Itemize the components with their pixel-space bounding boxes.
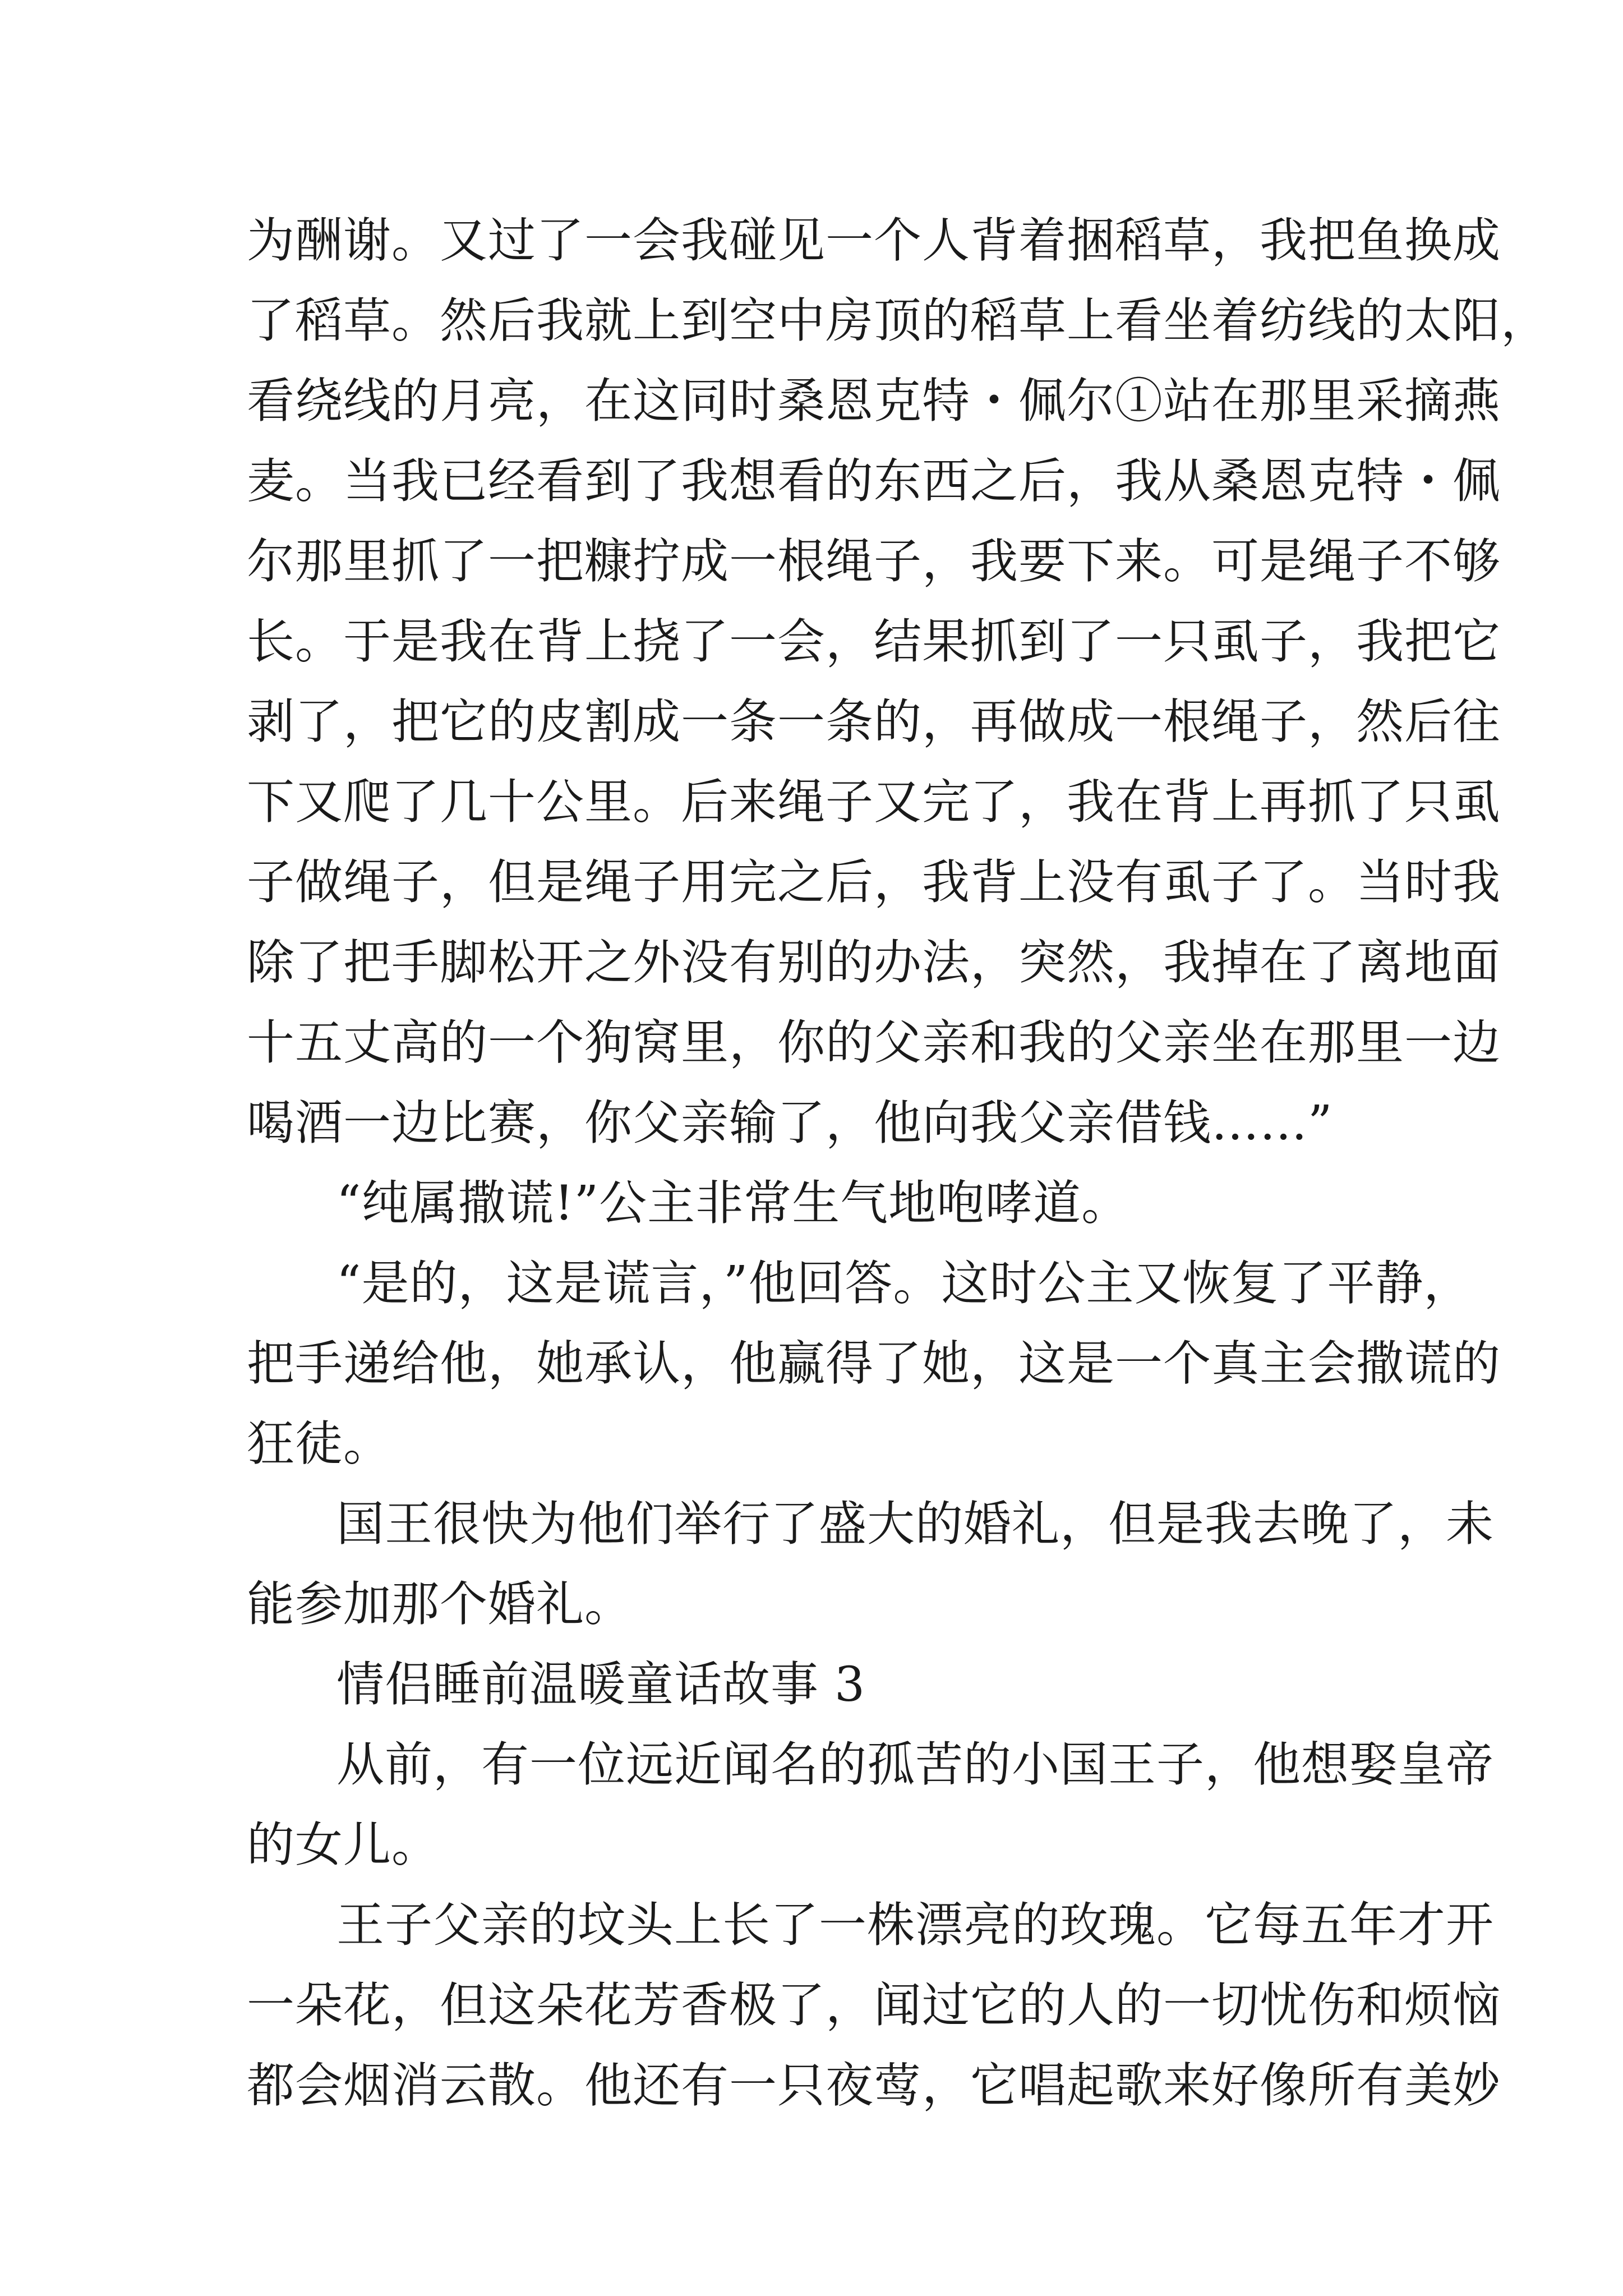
text-line: “纯属撒谎!”公主非常生气地咆哮道。 [336,1176,1130,1231]
text-line: 麦。当我已经看到了我想看的东西之后，我从桑恩克特・佩 [247,454,1501,509]
text-line: 剥了，把它的皮割成一条一条的，再做成一根绳子，然后往 [247,694,1501,750]
text-line: 一朵花，但这朵花芳香极了，闻过它的人的一切忧伤和烦恼 [247,1978,1501,2033]
text-line: 的女儿。 [247,1818,440,1873]
section-heading: 情侣睡前温暖童话故事 3 [336,1657,866,1713]
text-line: 国王很快为他们举行了盛大的婚礼，但是我去晚了，未 [336,1497,1495,1552]
text-line: 把手递给他，她承认，他赢得了她，这是一个真主会撒谎的 [247,1336,1501,1392]
text-line: 喝酒一边比赛，你父亲输了，他向我父亲借钱……” [247,1096,1333,1151]
text-line: 王子父亲的坟头上长了一株漂亮的玫瑰。它每五年才开 [336,1898,1495,1953]
text-line: 看绕线的月亮，在这同时桑恩克特・佩尔①站在那里采摘燕 [247,374,1501,429]
text-line: 都会烟消云散。他还有一只夜莺，它唱起歌来好像所有美妙 [247,2058,1501,2114]
text-line: 从前，有一位远近闻名的孤苦的小国王子，他想娶皇帝 [336,1737,1495,1793]
text-line: 长。于是我在背上挠了一会，结果抓到了一只虱子，我把它 [247,614,1501,670]
text-line: “是的，这是谎言，”他回答。这时公主又恢复了平静， [336,1256,1472,1312]
text-line: 下又爬了几十公里。后来绳子又完了，我在背上再抓了只虱 [247,775,1501,830]
text-line: 能参加那个婚礼。 [247,1577,633,1632]
text-line: 子做绳子，但是绳子用完之后，我背上没有虱子了。当时我 [247,855,1501,910]
text-line: 尔那里抓了一把糠拧成一根绳子，我要下来。可是绳子不够 [247,534,1501,590]
text-line: 为酬谢。又过了一会我碰见一个人背着捆稻草，我把鱼换成 [247,213,1501,269]
text-line: 十五丈高的一个狗窝里，你的父亲和我的父亲坐在那里一边 [247,1015,1501,1071]
text-line: 了稻草。然后我就上到空中房顶的稻草上看坐着纺线的太阳， [247,293,1550,349]
text-line: 狂徒。 [247,1416,392,1472]
text-line: 除了把手脚松开之外没有别的办法，突然，我掉在了离地面 [247,935,1501,991]
